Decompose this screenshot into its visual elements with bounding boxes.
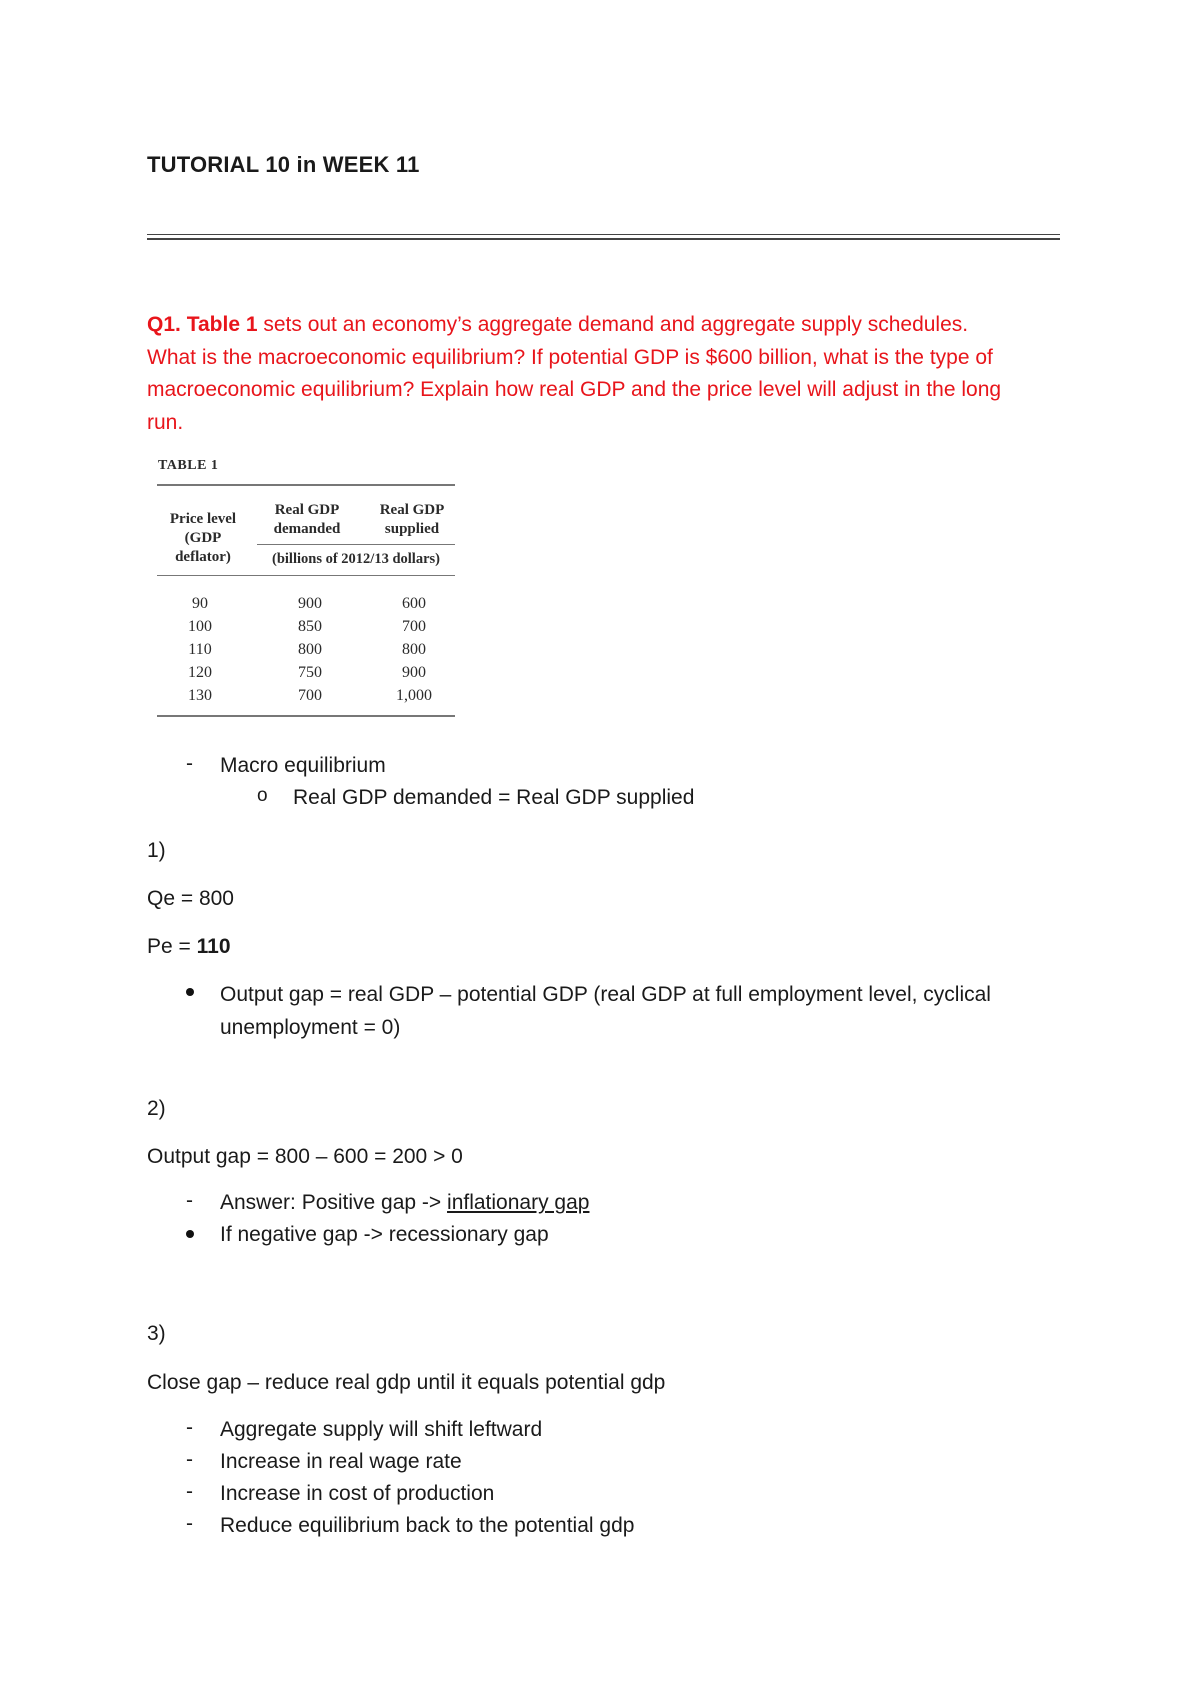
pe-value: Pe = 110	[147, 935, 231, 958]
table-1	[157, 458, 455, 720]
table-rule-top	[157, 484, 455, 486]
table-cell: 110	[188, 641, 212, 658]
dash-bullet: -	[186, 1448, 193, 1471]
table-cell: 90	[192, 595, 208, 612]
answer-positive-gap: Answer: Positive gap -> inflationary gap	[220, 1191, 590, 1214]
table-cell: 1,000	[396, 687, 432, 704]
table-cell: 850	[298, 618, 322, 635]
macro-equilibrium-condition: Real GDP demanded = Real GDP supplied	[293, 786, 695, 809]
col-header-real-gdp-supplied: Real GDP supplied	[379, 502, 445, 537]
bullet-dot-icon	[186, 1230, 194, 1238]
table-rule-mid	[157, 575, 455, 576]
divider-line-double	[147, 238, 1060, 240]
col-header-real-gdp-demanded: Real GDP demanded	[273, 502, 341, 537]
col-header-price-level: Price level (GDP deflator)	[169, 511, 237, 565]
table-title: TABLE 1	[158, 458, 219, 473]
units-header: (billions of 2012/13 dollars)	[272, 551, 440, 567]
dash-bullet: -	[186, 1480, 193, 1503]
table-cell: 700	[298, 687, 322, 704]
part-1-label: 1)	[147, 839, 166, 862]
part-2-label: 2)	[147, 1097, 166, 1120]
dash-bullet: -	[186, 752, 193, 775]
table-cell: 100	[188, 618, 212, 635]
table-cell: 800	[298, 641, 322, 658]
table-cell: 120	[188, 664, 212, 681]
bullet-dot-icon	[186, 988, 194, 996]
part-3-label: 3)	[147, 1322, 166, 1345]
step-item: Increase in cost of production	[220, 1482, 495, 1505]
table-rule-bottom	[157, 715, 455, 717]
step-item: Reduce equilibrium back to the potential gdp	[220, 1514, 635, 1537]
negative-gap-note: If negative gap -> recessionary gap	[220, 1223, 549, 1246]
table-cell: 600	[402, 595, 426, 612]
qe-value: Qe = 800	[147, 887, 234, 910]
dash-bullet: -	[186, 1189, 193, 1212]
table-cell: 130	[188, 687, 212, 704]
divider-line	[147, 234, 1060, 235]
step-item: Increase in real wage rate	[220, 1450, 462, 1473]
macro-equilibrium-label: Macro equilibrium	[220, 754, 386, 777]
inflationary-gap-term: inflationary gap	[447, 1191, 590, 1214]
circle-bullet-icon: o	[257, 785, 268, 806]
output-gap-calculation: Output gap = 800 – 600 = 200 > 0	[147, 1145, 463, 1168]
output-gap-definition: Output gap = real GDP – potential GDP (real GDP at full employment level, cyclical unemployment = 0)	[220, 983, 991, 1039]
table-cell: 800	[402, 641, 426, 658]
question-q1: Q1. Table 1 sets out an economy’s aggregate demand and aggregate supply schedules. What is the macroeconomic equilibrium? If potential GDP is $600 billion, what is the type of macroeconomic equilibrium? Explain how real GDP and the price level will adjust in the long run.	[147, 313, 1002, 434]
table-reference: Table 1	[186, 313, 258, 336]
question-label: Q1.	[147, 313, 181, 336]
table-cell: 900	[298, 595, 322, 612]
table-cell: 700	[402, 618, 426, 635]
close-gap-statement: Close gap – reduce real gdp until it equals potential gdp	[147, 1371, 666, 1394]
dash-bullet: -	[186, 1512, 193, 1535]
table-subheader-rule	[257, 544, 455, 545]
table-cell: 750	[298, 664, 322, 681]
step-item: Aggregate supply will shift leftward	[220, 1418, 543, 1441]
page-title: TUTORIAL 10 in WEEK 11	[147, 152, 420, 177]
table-cell: 900	[402, 664, 426, 681]
dash-bullet: -	[186, 1416, 193, 1439]
